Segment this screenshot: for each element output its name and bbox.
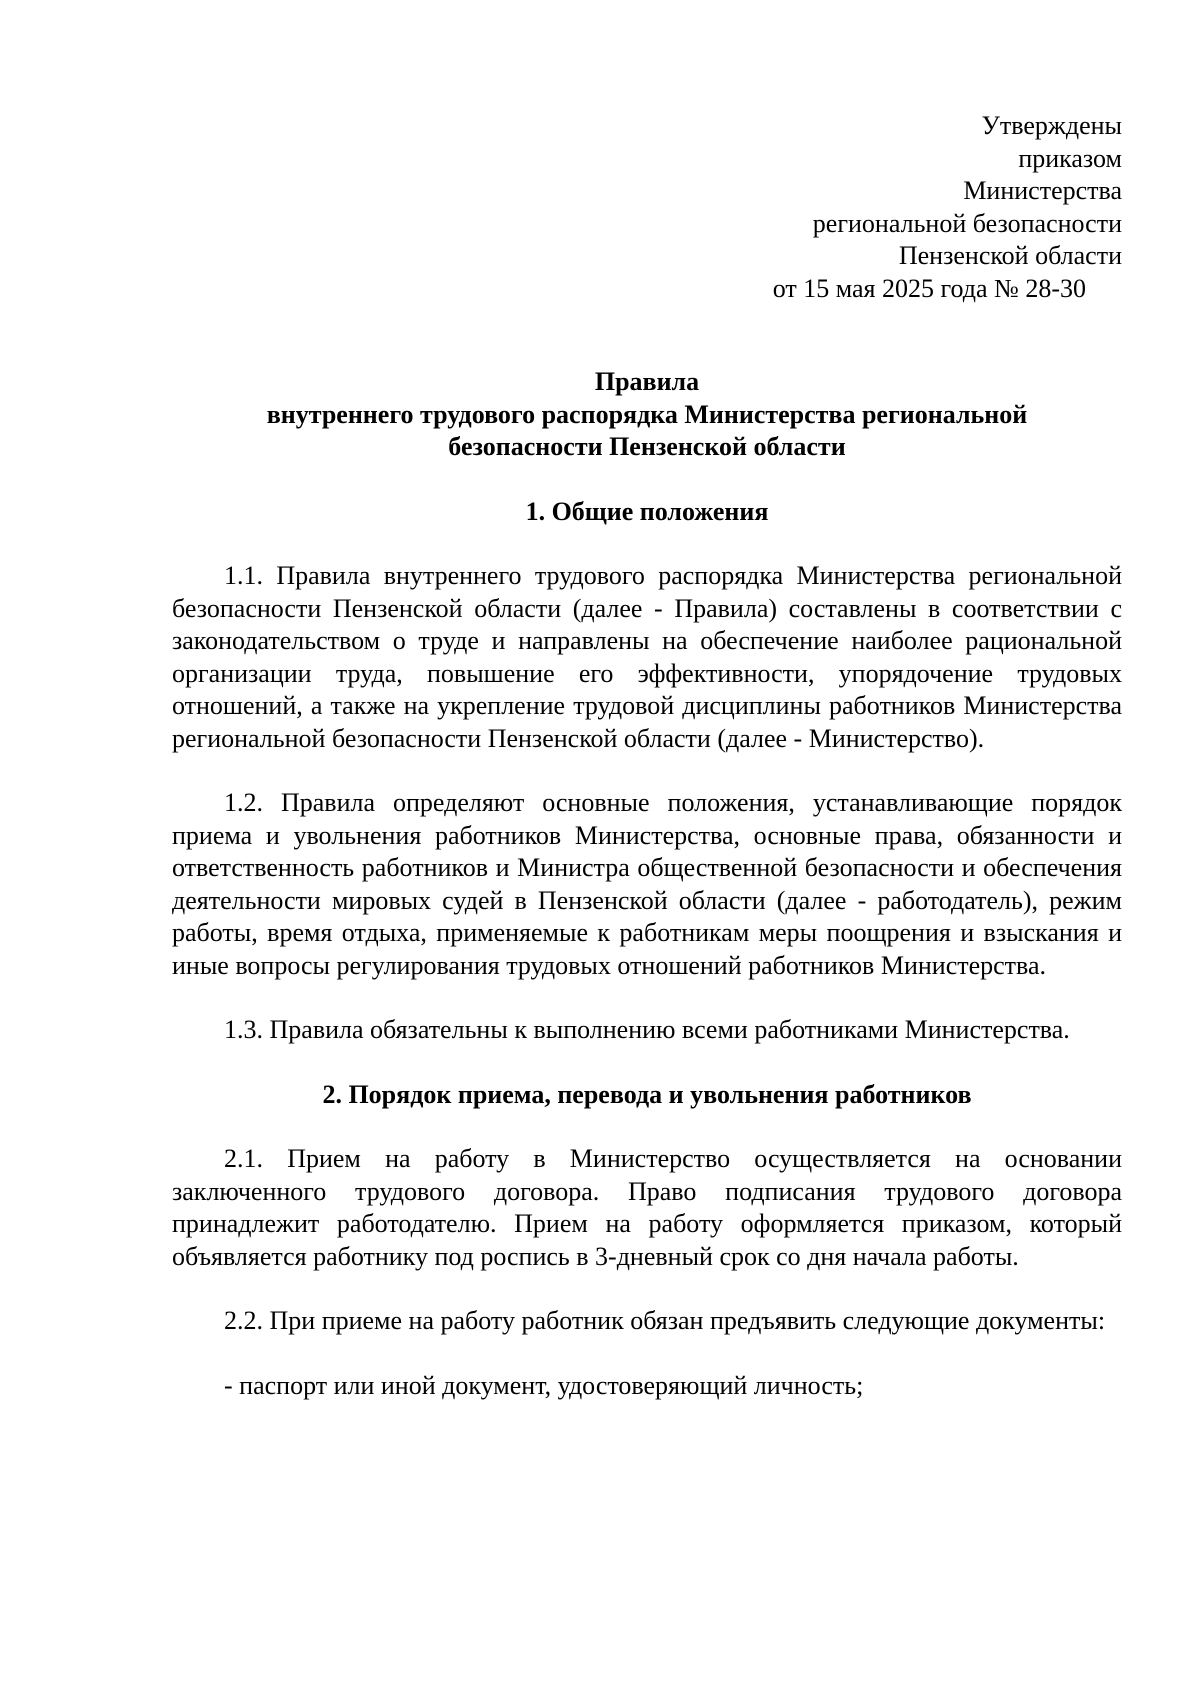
paragraph-1-3: 1.3. Правила обязательны к выполнению всеми работниками Министерства. — [224, 1015, 1070, 1044]
approval-date-line: от 15 мая 2025 года № 28-30 — [772, 273, 1086, 303]
list-item: - паспорт или иной документ, удостоверяющий личность; — [224, 1370, 864, 1400]
document-title — [172, 366, 1122, 464]
approval-line: Пензенской области — [898, 241, 1122, 270]
approval-line: приказом — [1018, 143, 1122, 173]
approval-block — [482, 110, 1122, 305]
approval-line: Утверждены — [981, 111, 1122, 140]
paragraph-1-1: 1.1. Правила внутреннего трудового распорядка Министерства региональной безопасности Пензенской области (далее - Правила) составлены в соответствии с законодательством о труде и направлены на обеспечение наиболее рациональной организации труда, повышение его эффективности, упорядочение трудовых отношений, а также на укрепление трудовой дисциплины работников Министерства региональной безопасности Пензенской области (далее - Министерство). — [172, 561, 1122, 753]
document-page — [172, 110, 1122, 1428]
section-heading-2: 2. Порядок приема, перевода и увольнения работников — [322, 1079, 972, 1109]
section-heading-1: 1. Общие положения — [525, 496, 769, 526]
paragraph-2-2: 2.2. При приеме на работу работник обязан предъявить следующие документы: — [224, 1306, 1106, 1335]
title-line: безопасности Пензенской области — [448, 432, 846, 461]
paragraph-1-2: 1.2. Правила определяют основные положения, устанавливающие порядок приема и увольнения работников Министерства, основные права, обязанности и ответственность работников и Министра общественной безопасности и обеспечения деятельности мировых судей в Пензенской области (далее - работодатель), режим работы, время отдыха, применяемые к работникам меры поощрения и взыскания и иные вопросы регулирования трудовых отношений работников Министерства. — [172, 788, 1122, 980]
approval-line: Министерства — [963, 176, 1122, 205]
paragraph-2-1: 2.1. Прием на работу в Министерство осуществляется на основании заключенного трудового договора. Право подписания трудового договора принадлежит работодателю. Прием на работу оформляется приказом, который объявляется работнику под роспись в 3-дневный срок со дня начала работы. — [172, 1144, 1122, 1271]
title-line: Правила — [594, 367, 700, 396]
title-line: внутреннего трудового распорядка Министерства региональной — [266, 399, 1028, 429]
approval-line: региональной безопасности — [812, 208, 1122, 238]
